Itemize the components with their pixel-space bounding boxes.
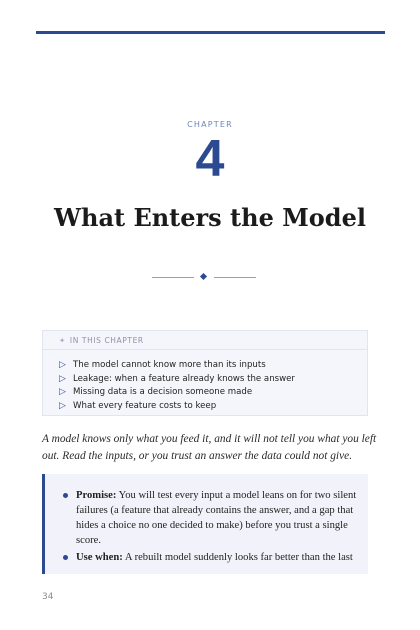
page-number: 34 bbox=[42, 592, 54, 602]
contents-item bbox=[59, 359, 295, 373]
triangle-right-icon: ▷ bbox=[59, 360, 66, 370]
chapter-intro: A model knows only what you feed it, and it will not tell you what you left out. Read the inputs, or you trust an answer the data could not give. bbox=[42, 433, 377, 462]
promise-callout bbox=[42, 474, 368, 574]
callout-key: Promise: bbox=[76, 490, 117, 501]
callout-list bbox=[63, 488, 359, 567]
callout-text: A rebuilt model suddenly looks far better than the last bbox=[122, 552, 353, 563]
contents-item-text: The model cannot know more than its inputs bbox=[73, 360, 266, 370]
contents-item-text: What every feature costs to keep bbox=[73, 400, 217, 411]
triangle-right-icon: ▷ bbox=[59, 387, 66, 397]
contents-item bbox=[59, 400, 295, 414]
contents-item bbox=[59, 373, 295, 387]
chapter-contents-heading bbox=[43, 331, 367, 350]
chapter-number: 4 bbox=[195, 130, 225, 188]
triangle-right-icon: ▷ bbox=[59, 373, 66, 384]
ornament-line-left bbox=[152, 277, 194, 278]
bullet-icon bbox=[63, 493, 68, 498]
callout-item bbox=[63, 550, 359, 565]
chapter-contents-heading-text: IN THIS CHAPTER bbox=[69, 336, 144, 345]
contents-item-text: Missing data is a decision someone made bbox=[73, 387, 253, 397]
chapter-contents-box bbox=[42, 330, 368, 416]
title-ornament bbox=[152, 272, 256, 282]
callout-text: You will test every input a model leans on for two silent failures (a feature that already contains the answer, and a gap that hides a choice no one decided to make) before you trust a single score. bbox=[76, 490, 357, 546]
sparkle-icon: ✦ bbox=[59, 336, 66, 345]
callout-key: Use when: bbox=[76, 552, 123, 563]
contents-item bbox=[59, 386, 295, 400]
bullet-icon bbox=[63, 555, 68, 560]
chapter-title: What Enters the Model bbox=[54, 203, 366, 232]
contents-item-text: Leakage: when a feature already knows the answer bbox=[73, 373, 295, 384]
ornament-line-right bbox=[214, 277, 256, 278]
chapter-label: CHAPTER bbox=[187, 120, 233, 129]
callout-item bbox=[63, 488, 359, 548]
top-rule bbox=[36, 31, 385, 34]
diamond-icon bbox=[200, 273, 207, 280]
chapter-contents-list bbox=[59, 359, 295, 413]
triangle-right-icon: ▷ bbox=[59, 400, 66, 411]
